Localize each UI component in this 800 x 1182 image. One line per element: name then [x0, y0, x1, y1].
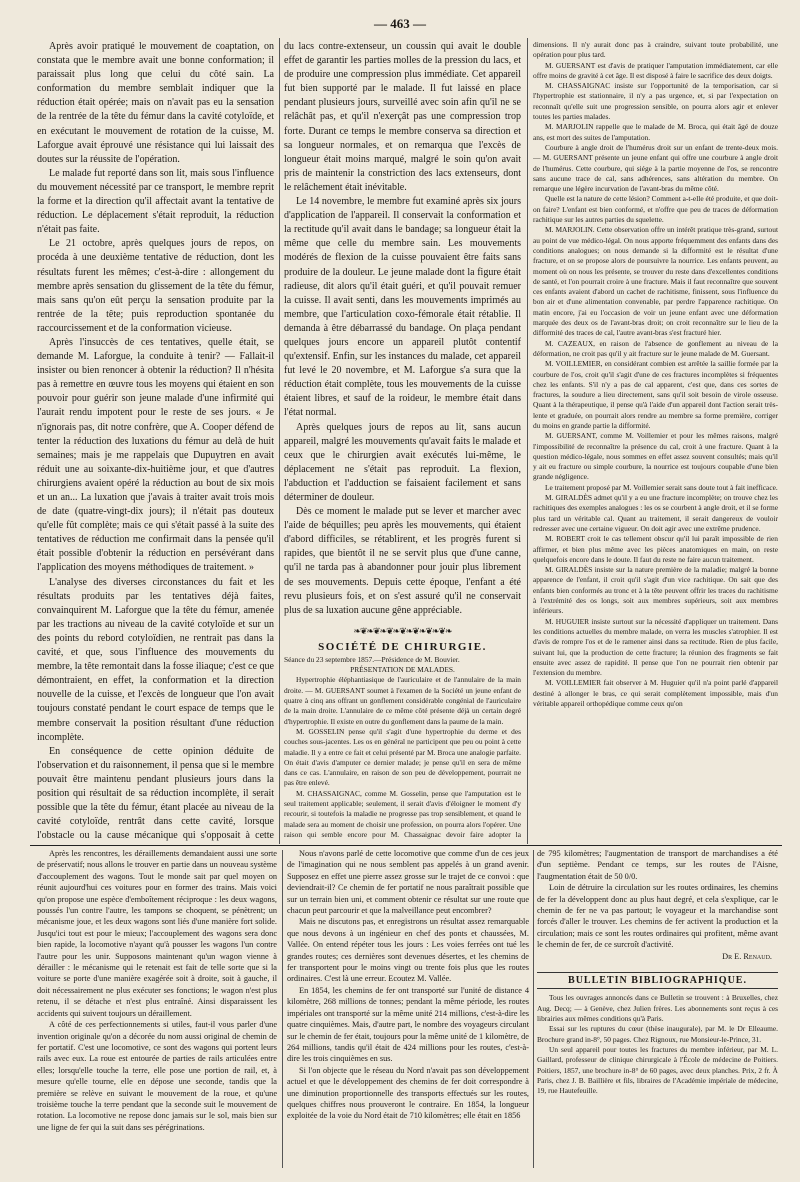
section-title: SOCIÉTÉ DE CHIRURGIE.	[318, 640, 487, 653]
paragraph: M. GUERSANT, comme M. Voillemier et pour les mêmes raisons, malgré l'impossibilité de reconnaître la présence du cal, croit à une fracture. Quant à la question médico-légale, nous sommes en effet assez souvent consultés; mais qu'il y ait eu fracture ou simple courbure, la nourrice est toujours coupable d'une bien grande négligence.	[533, 431, 778, 482]
paragraph: Après les rencontres, les déraillements demandaient aussi une sorte de préservatif; nous allons le trouver en partie dans un nouveau système d'accouplement des wagons. Tout le monde sait par quel moyen on réunit aujourd'hui ces voitures pour en former des trains. Mais voici qu'on propose une espèce d'emboîtement réciproque : les deux wagons, poussés l'un contre l'autre, les tampons se choquent, se pénètrent; un mécanisme joue, et les deux wagons sont liés d'une manière fort solide. Jusqu'ici tout est pour le mieux; l'accouplement des wagons sera donc bien rapide, la locomotive n'ayant qu'à pousser les wagons l'un contre l'autre pour les unir. Supposons maintenant qu'un wagon vienne à dérailler : le mécanisme qui le retenait est fait de telle sorte que si la voiture se porte d'une manière exagérée soit à droite, soit à gauche, il doit nécessairement ne plus exécuter ses fonctions; le wagon n'est plus retenu, il se détache et n'est plus entraîné. Ainsi disparaissent les accidents qui suivent toujours un déraillement.	[37, 849, 277, 1018]
paragraph: Le 14 novembre, le membre fut examiné après six jours d'application de l'appareil. Il conservait la conformation et la rectitude qu'il avait dans le bandage; sa longueur était la même que celle du membre sain. Les mouvements modérés de flexion de la cuisse pouvaient être faits sans produire de la douleur. Le jeune malade dont la figure était radieuse, dit alors qu'il était guéri, et qu'il pouvait remuer la cuisse. Il avait senti, dans les mouvements imprimés au membre, que l'articulation coxo-fémorale était rétablie. Il demanda à être débarrassé du bandage. On plaça pendant quelques jours encore un appareil plutôt contentif qu'extensif. Enfin, sur les instances du malade, cet appareil fut levé le 20 novembre, et M. Laforgue s'a sura que la réduction était complète, tous les mouvements de la cuisse étaient libres, et sauf de la roideur, le membre était dans l'état normal.	[284, 196, 521, 419]
paragraph: Courbure à angle droit de l'humérus droit sur un enfant de trente-deux mois. — M. GUERSANT présente un jeune enfant qui offre une courbure à angle droit de l'humérus. Cette courbure, qui siége à la partie moyenne de l'os, se rencontre sans aucune trace de cal, sans adhérences, sans altération du membre. On remarque une légère incurvation de l'avant-bras du même côté.	[533, 142, 778, 194]
middle-column	[284, 40, 521, 842]
page-number: — 463 —	[374, 16, 426, 31]
article-continuation	[284, 40, 521, 618]
paragraph: M. GIRALDÈS insiste sur la nature première de la maladie; malgré la bonne apparence de l'enfant, il croit qu'il s'agit d'un vice rachitique. On sait que des enfants bien conformés au tronc et à la tête peuvent offrir les traces du rachitisme à l'extrémité des os longs, soit aux membres supérieurs, soit aux membres inférieurs.	[533, 565, 778, 616]
paragraph: Quelle est la nature de cette lésion? Comment a-t-elle été produite, et que doit-on faire? L'enfant est bien conformé, et n'offre que peu de traces de déformation rachitique sur les autres parties du squelette.	[533, 194, 778, 225]
column-rule	[282, 850, 283, 1168]
paragraph: Le 21 octobre, après quelques jours de repos, on procéda à une deuxième tentative de réduction, dont les résultats furent les mêmes; c'est-à-dire : allongement du membre après sensation du glissement de la tête du fémur, mais sans qu'on eût perçu la sensation produite par la rentrée de la tête; puis reproduction spontanée du raccourcissement et de la conformation vicieuse.	[37, 238, 274, 334]
section-ornament: ❧❦❧❦❧❦❧❦❧❦❧❦❧❦❧	[353, 625, 452, 636]
paragraph: M. HUGUIER insiste surtout sur la nécessité d'appliquer un traitement. Dans les conditions actuelles du membre malade, on verra les muscles s'atrophier. Il est d'avis de rompre l'os et de le ramener ainsi dans sa rectitude. Rien de plus facile, suivant lui, que la production de cette fracture; la réunion des fragments se fait ensuite avec assez de rapidité. Il pense que l'on ne pourrait rien obtenir par l'extension du membre.	[533, 616, 778, 678]
paragraph: M. CAZEAUX, en raison de l'absence de gonflement au niveau de la déformation, ne croit pas qu'il y ait fracture sur le jeune malade de M. Guersant.	[533, 338, 778, 358]
bulletin-title: BULLETIN BIBLIOGRAPHIQUE.	[537, 972, 778, 989]
bulletin-entry: Essai sur les ruptures du cœur (thèse inaugurale), par M. le Dr Elleaume. Brochure grand in-8°, 50 pages. Chez Rignoux, rue Monsieur-le-Prince, 31.	[537, 1024, 778, 1044]
paragraph: M. VOILLEMIER fait observer à M. Huguier qu'il n'a point parlé d'appareil destiné à allonger le bras, ce qui serait complètement impossible, mais d'un véritable appareil orthopédique comme ceux qu'on	[533, 678, 778, 708]
right-column	[533, 40, 778, 842]
paragraph: dimensions. Il n'y aurait donc pas à craindre, suivant toute probabilité, une opération pour plus tard.	[533, 40, 778, 60]
paragraph: Le malade fut reporté dans son lit, mais sous l'influence du mouvement nécessité par ce transport, le membre reprit la forme et la direction qu'il affectait avant la tentative de réduction. Le déplacement s'était reproduit, la réduction n'était pas faite.	[37, 167, 274, 236]
subsection-heading: PRÉSENTATION DE MALADES.	[350, 665, 455, 675]
paragraph: de 795 kilomètres; l'augmentation de transport de marchandises a été d'un septième. Pendant ce temps, sur les routes de l'Aisne, l'augmentation était de 50 0/0.	[537, 849, 778, 881]
bulletin-entry: Un seul appareil pour toutes les fractures du membre inférieur, par M. L. Gaillard, professeur de clinique chirurgicale à l'École de médecine de Poitiers. Poitiers, 1857, une brochure in-8° de 60 pages, avec deux planches. Prix, 2 fr. À Paris, chez J. B. Baillière et fils, libraires de l'Académie impériale de médecine, 19, rue Hautefeuille.	[537, 1044, 778, 1096]
paragraph: M. CHASSAIGNAC insiste sur l'opportunité de la temporisation, car si l'hypertrophie est stationnaire, il n'y a pas urgence, et, si par l'expectation on reconnaît qu'elle suit une progression sensible, on pourra alors agir et enlever toutes les parties malades.	[533, 81, 778, 122]
column-rule	[279, 38, 280, 844]
feuilleton-middle	[287, 848, 529, 1168]
seance-line: Séance du 23 septembre 1857.—Présidence de M. Bouvier.	[284, 654, 460, 664]
paragraph: M. GIRALDÈS admet qu'il y a eu une fracture incomplète; on trouve chez les rachitiques des exemples analogues : les os se courbent à angle droit, et il se forme plus tard un véritable cal. Quant au traitement, il serait dangereux de vouloir redresser avec une certaine vigueur. On doit agir avec une extrême prudence.	[533, 493, 778, 533]
paragraph: Après quelques jours de repos au lit, sans aucun appareil, malgré les mouvements qu'avait faits le malade et ceux que le chirurgien avait exécutés lui-même, le déplacement ne s'était pas reproduit. La flexion, l'abduction et l'adduction se faisaient facilement et sans déterminer de douleur.	[284, 421, 521, 503]
paragraph: du lacs contre-extenseur, un coussin qui avait le double effet de garantir les parties molles de la pression du lacs, et de produire une compression plus immédiate. Cet appareil fut bien supporté par le malade. Il fut laissé en place pendant plusieurs jours, surveillé avec soin afin qu'il ne se relâchât pas, et qu'il n'exerçât pas une compression trop forte. Durant ce temps le membre conserva sa direction et sa longueur normales, et on remarqua que l'excès de longueur était moins marqué, malgré le soin qu'on avait pris de maintenir la constriction des lacs extenseurs, dont le relâchement était inévitable.	[284, 41, 521, 193]
paragraph: M. VOILLEMIER, en considérant combien est arrêtée la saillie formée par la courbure de l'os, croit qu'il s'agit d'une de ces fractures incomplètes si fréquentes chez les enfants. S'il n'y a pas de cal apparent, c'est que, dans ces sortes de fractures, la soudure a lieu directement, sans qu'il soit besoin de virole osseuse. Quant à la thérapeutique, il pense qu'à l'aide d'un appareil dont l'action serait très-lente et graduée, on pourrait alors rendre au membre sa forme première, corriger du moins en grande partie la difformité.	[533, 359, 778, 430]
paragraph: M. MARJOLIN rappelle que le malade de M. Broca, qui était âgé de douze ans, est mort des suites de l'amputation.	[533, 122, 778, 142]
paragraph: Après avoir pratiqué le mouvement de coaptation, on constata que le membre avait une bonne conformation; il paraissait plus long que celui du côté sain. La conformation du membre semblait indiquer que la réduction était opérée; mais on n'avait pas eu la sensation de la rentrée de la tête du fémur dans la cavité cotyloïde, et en exécutant le mouvement de rotation de la cuisse, M. Laforgue avait éprouvé une résistance qui lui laissait des doutes sur la réussite de l'opération.	[37, 41, 274, 165]
paragraph: Loin de détruire la circulation sur les routes ordinaires, les chemins de fer la développent donc au plus haut degré, et cela s'explique, car le chemin de fer ne va pas partout; le voyageur et la marchandise sont forcés d'aller le trouver. Les chemins de fer activent la production et la circulation; mais ce sont les routes ordinaires qui profitent, même avant le chemin de fer, de ce surcroît d'activité.	[537, 883, 778, 950]
paragraph: M. CHASSAIGNAC, comme M. Gosselin, pense que l'amputation est le seul traitement applicable; seulement, il serait d'avis d'éloigner le moment d'y recourir, si toutefois la maladie ne progresse pas trop sensiblement, et quand le malade sera au moment de choisir une profession, on pourra alors l'opérer. Une raison qui semble encore pour M. Chassaignac devoir faire adopter la	[284, 788, 521, 839]
bulletin-intro: Tous les ouvrages annoncés dans ce Bulletin se trouvent : à Bruxelles, chez Aug. Decq; — à Genève, chez Julien frères. Les abonnements sont reçus à ces librairies aux mêmes conditions qu'à Paris.	[537, 993, 778, 1024]
paragraph: Mais ne discutons pas, et enregistrons un résultat assez remarquable que nous devons à un ingénieur en chef des ponts et chaussées, M. Vallée. On entend répéter tous les jours : Les voies ferrées ont tué les grandes routes; ces dernières sont devenues désertes, et les chemins de fer transportent pour le moins vingt ou trente fois plus que les routes ordinaires. C'est là une erreur. Ecoutez M. Vallée.	[287, 917, 529, 984]
paragraph: Après l'insuccès de ces tentatives, quelle était, se demande M. Laforgue, la conduite à tenir? — Fallait-il insister ou bien renoncer à obtenir la réduction? Il n'hésita pas à remettre en œuvre tous les moyens qui étaient en son pouvoir pour guérir son jeune malade d'une infirmité qui l'aurait rendu impotent pour le reste de ses jours. « Je n'ignorais pas, dit notre confrère, que A. Cooper défend de tenter la réduction des luxations du fémur au delà de huit semaines; mais je me rappelais que Dupuytren en avait réduit une au soixante-dix-huitième jour, et que d'autres chirurgiens avaient opéré la réduction au bout de six mois et un an... La luxation que j'avais à traiter avait trois mois de date (quatre-vingt-dix jours); il n'était pas douteux qu'elle fût complète; mais ce qui s'était passé à la suite des tentatives de réduction me confirmait dans la pensée qu'il était possible d'obtenir la réduction en persévérant dans l'application des moyens méthodiques de traitement. »	[37, 336, 274, 574]
paragraph: Si l'on objecte que le réseau du Nord n'avait pas son développement actuel et que le développement des chemins de fer doit correspondre à une diminution proportionnelle des transports effectués sur les routes, quelques chiffres nous prouveront le contraire. En 1854, la longueur exploitée de la voie du Nord était de 710 kilomètres; elle était en 1856	[287, 1065, 529, 1121]
paragraph: A côté de ces perfectionnements si utiles, faut-il vous parler d'une invention originale qu'on a décorée du nom aussi original de chemin de fer portatif. C'est une locomotive, ce sont des wagons qui portent leurs rails avec eux. La roue est entourée de parties de rails articulées entre elles; lorsqu'elle touche la terre, elle pose une portion de rail, et, à mesure qu'elle tourne, elle en dépose une seconde, tandis que la première se relève en suivant le mouvement de la roue, et qu'une troisième touche la terre pendant que la seconde suit le mouvement de rotation. La locomotive ne repose donc jamais sur le sol, mais bien sur une ligne de fer qui la suit dans ses pérégrinations.	[37, 1020, 277, 1132]
paragraph: M. ROBERT croit le cas tellement obscur qu'il lui paraît impossible de rien affirmer, et bien plus même avec les pièces anatomiques en main, on reste quelquefois encore dans le doute. Il faut du reste ne faire aucun traitement.	[533, 534, 778, 564]
paragraph: Nous n'avons parlé de cette locomotive que comme d'un de ces jeux de l'imagination qui ne nous semblent pas appelés à un grand avenir. Supposez en effet une pierre assez grosse sur le trajet de ce convoi : que deviendrait-il? Ce chemin de fer portatif ne nous paraîtrait possible que sur un terrain bien uni, et comment obtenir ce résultat sur une route que chacun peut parcourir et que la malveillance peut encombrer?	[287, 849, 529, 916]
paragraph: Dès ce moment le malade put se lever et marcher avec l'aide de béquilles; peu après les mouvements, qui étaient d'abord difficiles, se rétablirent, et les progrès furent si rapides, que bientôt il ne se servit plus que d'une canne, qu'il ne tarda pas à abandonner pour jouir plus librement de ses mouvements. Depuis cette époque, l'enfant a été revu plusieurs fois, et on s'est assuré qu'il ne conservait plus de sa luxation aucune gêne appréciable.	[284, 506, 521, 616]
paragraph: L'analyse des diverses circonstances du fait et les résultats produits par les tentatives déjà faites, convainquirent M. Laforgue que la tête du fémur, amenée par les tractions au niveau de la cavité cotyloïde et sur un des points du rebord cotyloïdien, ne rentrait pas dans la cavité, et que, sous l'influence des mouvements du membre, la tête remontait dans la fosse iliaque; c'est ce que démontraient, en effet, la conformation et la direction nouvelle de la cuisse, et l'excès de longueur que l'on avait toujours constaté pendant le court espace de temps que le membre conservait la position résultant d'une réduction incomplète.	[37, 576, 274, 743]
paragraph: Hypertrophie éléphantiasique de l'auriculaire et de l'annulaire de la main droite. — M. GUERSANT soumet à l'examen de la Société un jeune enfant de quatre à cinq ans offrant un gonflement considérable congénial de l'auriculaire de la main droite. L'annulaire de ce même côté présente déjà un certain degré d'hypertrophie. Il existe en outre du gonflement dans la paume de la main.	[284, 675, 521, 726]
paragraph: M. GUERSANT est d'avis de pratiquer l'amputation immédiatement, car elle offre moins de gravité à cet âge. Il est disposé à faire le sacrifice des deux doigts.	[533, 60, 778, 80]
feuilleton-separator	[30, 845, 782, 846]
column-rule	[533, 850, 534, 1168]
column-rule	[527, 38, 528, 844]
feuilleton-left	[37, 848, 277, 1168]
paragraph: M. MARJOLIN. Cette observation offre un intérêt pratique très-grand, surtout au point de vue médico-légal. On nous apporte fréquemment des enfants dans des conditions analogues; on nous demande si la difformité est le résultat d'une fracture, et on se propose alors de poursuivre la nourrice. Les enfants peuvent, au moment où on nous les présente, se trouver du reste dans d'excellentes conditions de santé, et l'on pourrait croire à une fracture. Mais il faut reconnaître que souvent ces enfants avaient d'abord un cachet de rachitisme, finissent, sous l'influence du bon air et d'une alimentation convenable, par perdre l'apparence rachitique. On matin encore, j'ai eu l'occasion de voir un jeune enfant avec une déformation marquée des deux os de l'avant-bras droit; on croit reconnaître sur le lieu de la difformité des traces de cal, l'autre avant-bras s'est fracturé hier.	[533, 225, 778, 338]
paragraph: M. GOSSELIN pense qu'il s'agit d'une hypertrophie du derme et des couches sous-jacentes. Les os en général ne participent que peu ou point à cette maladie. Il y a entre ce fait et celui présenté par M. Broca une analogie parfaite. On était d'avis d'amputer ce dernier malade; je pense qu'il en sera de même dans ce cas. L'annulaire, en raison de son peu de développement, pourrait ne pas être enlevé.	[284, 726, 521, 788]
left-column	[37, 40, 274, 842]
feuilleton-right	[537, 848, 778, 1170]
paragraph: En 1854, les chemins de fer ont transporté sur l'unité de distance 4 kilomètre, 268 millions de tonnes; pendant la même période, les routes impériales ont transporté sur la même unité 214 millions, c'est-à-dire les quatre cinquièmes. Mais, d'autre part, le nombre des voyageurs circulant sur le chemin de fer était, toujours pour la même unité de 1 kilomètre, de 264 millions, tandis qu'il était de 424 millions pour les routes, c'est-à-dire les trois cinquièmes en sus.	[287, 985, 529, 1064]
paragraph: Le traitement proposé par M. Voillemier serait sans doute tout à fait inefficace.	[545, 482, 778, 492]
paragraph: En conséquence de cette opinion déduite de l'observation et du raisonnement, il pensa que si le membre pouvait être maintenu pendant plusieurs jours dans la position qui résultait de sa réduction incomplète, il serait possible que la tête du fémur, étant placée au niveau de la cavité cotyloïde, rentrât dans cette cavité, lorsque l'obstacle ou la cause mécanique qui s'opposait à cette	[37, 745, 274, 842]
author-signature: Dr E. Renaud.	[722, 951, 772, 961]
